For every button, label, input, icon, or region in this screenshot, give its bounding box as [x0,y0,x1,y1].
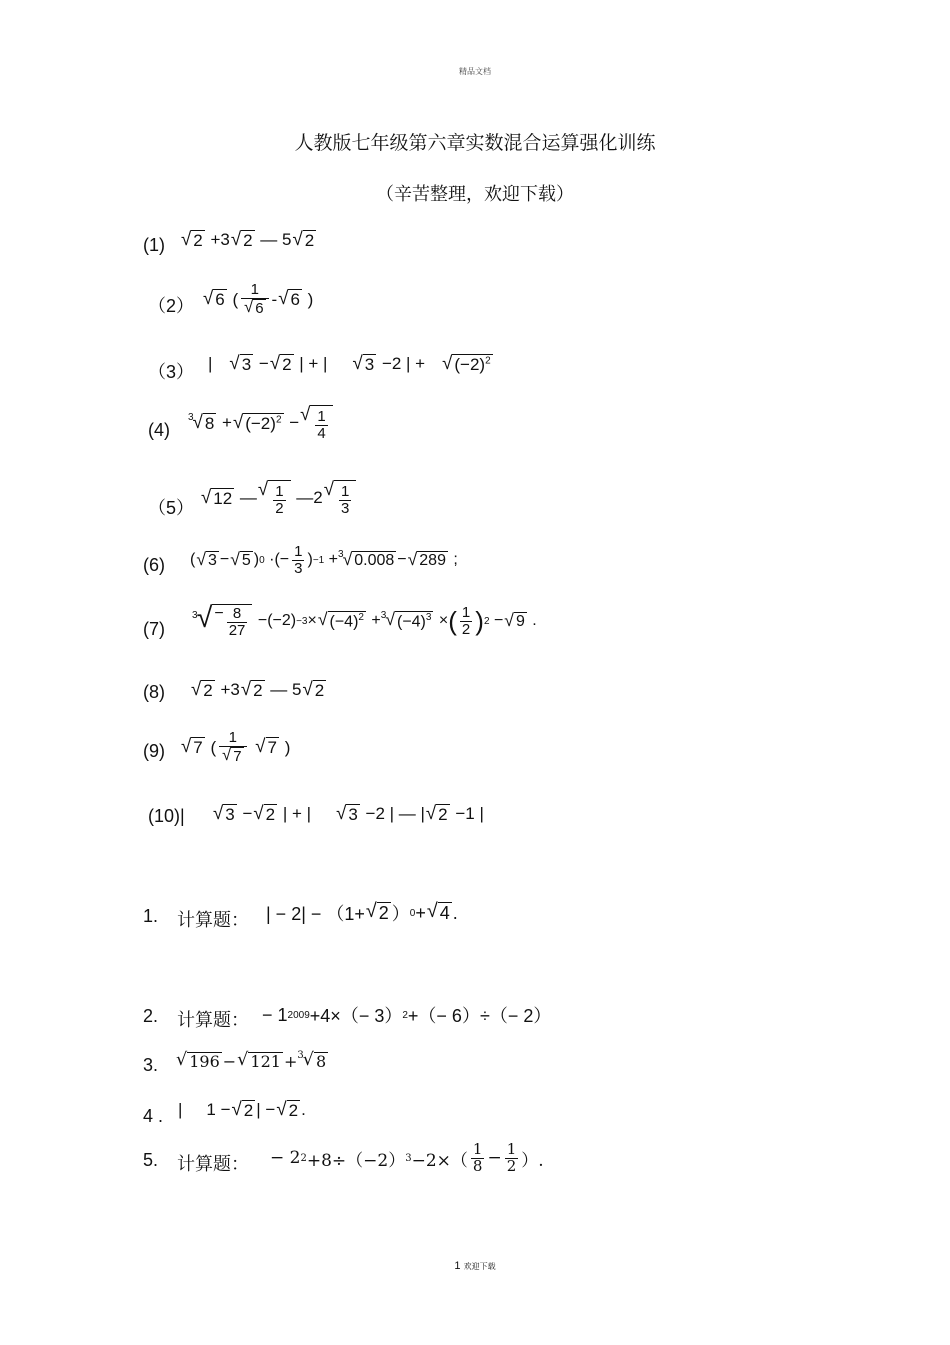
calc-2-expression: − 1 2009 +4×（− 3） 2 +（− 6）÷（− 2） [262,1004,552,1026]
problem-4-expression: 3 √ 8 + √ $(-2)^2$ − √ $\frac{1}{4}$ [188,405,334,442]
calc-3-number: 3. [143,1055,159,1075]
page-header: 精品文档 [459,67,491,76]
calc-1-number: 1. [143,906,159,926]
problem-3-number: （3） [148,362,195,382]
document-subtitle: （辛苦整理，欢迎下载） [376,184,574,205]
calc-1-label: 计算题： [177,910,249,931]
calc-5-number: 5. [143,1150,159,1170]
calc-5-label: 计算题： [177,1154,249,1175]
problem-7-expression: 3 √ − $\frac{8}{27}$ −(−2) −3 × √ $(-4)^2$ + 3 √ $(-4)^3$ × ( $\frac{1}{2}$ ) 2 − √ 9 . [192,602,537,639]
problem-10-expression: √ 3 − √ 2 | + | √ 3 −2 | — | √ 2 −1 | [213,802,484,824]
problem-4-number: (4) [148,420,170,440]
calc-5-expression: − 2 2 +8÷（−2） 3 −2×（ $\frac{1}{8}$ − $\frac{1}{2}$ ）. [270,1140,544,1175]
calc-2-label: 计算题： [177,1010,249,1031]
calc-4-number: 4 . [143,1106,164,1126]
page-number: 1 [454,1260,461,1272]
problem-1-number: (1) [143,235,165,255]
problem-2-expression: √ 6 ( 1 √ 6 - √ 6 ) [203,281,314,317]
footer-text: 欢迎下载 [463,1262,496,1271]
calc-1-expression: | − 2| − （1+ √ 2 ） 0 + √ 4 . [266,900,458,924]
problem-9-expression: √ 7 ( 1 √ 7 √ 7 ) [181,729,291,765]
problem-2-number: （2） [148,296,195,316]
problem-5-number: （5） [148,498,195,518]
problem-3-expression: | √ 3 − √ 2 | + | √ 3 −2 | + √ $(-2)^2$ [208,352,491,374]
calc-4-expression: | 1 − √ 2 | − √ 2 . [178,1098,306,1120]
problem-1-expression: √ 2 +3 √ 2 — 5 √ 2 [181,228,315,250]
problem-8-expression: √ 2 +3 √ 2 — 5 √ 2 [191,678,325,700]
problem-5-expression: √ 12 — √ $\frac{1}{2}$ —2 √ $\frac{1}{3}$ [200,480,357,517]
document-title: 人教版七年级第六章实数混合运算强化训练 [294,132,656,154]
problem-6-number: (6) [143,555,165,575]
page-footer [0,1260,950,1272]
problem-9-number: (9) [143,741,165,761]
calc-2-number: 2. [143,1006,159,1026]
problem-8-number: (8) [143,682,165,702]
problem-7-number: (7) [143,619,165,639]
calc-3-expression: √ 196 − √ 121 + 3 √ 8 [176,1050,327,1072]
problem-10-number: (10)| [148,806,185,826]
problem-6-expression: ( √ 3 − √ 5 ) 0 ·(− $\frac{1}{3}$ ) −1 + 3 √ 0.008 − √ 289 ; [190,543,458,577]
